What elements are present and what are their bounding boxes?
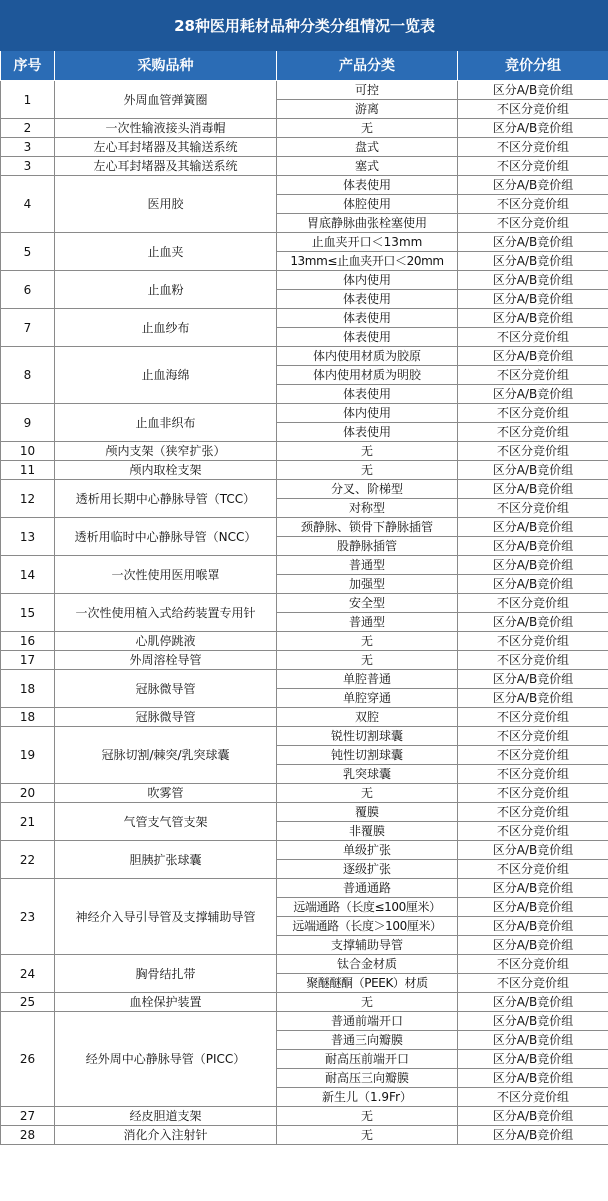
table-row — [1, 1012, 608, 1031]
product-category: 颈静脉、锁骨下静脉插管 — [277, 518, 458, 537]
header-item: 采购品种 — [55, 51, 277, 81]
product-category: 单腔穿通 — [277, 689, 458, 708]
row-number: 27 — [1, 1107, 55, 1126]
bid-group: 区分A/B竞价组 — [458, 233, 608, 252]
product-category: 无 — [277, 651, 458, 670]
row-number: 15 — [1, 594, 55, 632]
product-category: 游离 — [277, 100, 458, 119]
bid-group: 不区分竞价组 — [458, 214, 608, 233]
bid-group: 区分A/B竞价组 — [458, 917, 608, 936]
product-category: 新生儿（1.9Fr） — [277, 1088, 458, 1107]
product-category: 普通前端开口 — [277, 1012, 458, 1031]
product-category: 体表使用 — [277, 385, 458, 404]
item-name: 一次性输液接头消毒帽 — [55, 119, 277, 138]
item-name: 止血非织布 — [55, 404, 277, 442]
product-category: 体表使用 — [277, 309, 458, 328]
item-name: 外周血管弹簧圈 — [55, 81, 277, 119]
item-name: 外周溶栓导管 — [55, 651, 277, 670]
product-category: 无 — [277, 632, 458, 651]
bid-group: 不区分竞价组 — [458, 195, 608, 214]
product-category: 体表使用 — [277, 328, 458, 347]
item-name: 气管支气管支架 — [55, 803, 277, 841]
product-category: 体内使用材质为胶原 — [277, 347, 458, 366]
bid-group: 区分A/B竞价组 — [458, 1012, 608, 1031]
bid-group: 不区分竞价组 — [458, 784, 608, 803]
item-name: 颅内支架（狭窄扩张） — [55, 442, 277, 461]
product-category: 体内使用 — [277, 271, 458, 290]
row-number: 6 — [1, 271, 55, 309]
header-category: 产品分类 — [277, 51, 458, 81]
bid-group: 区分A/B竞价组 — [458, 841, 608, 860]
product-category: 普通型 — [277, 613, 458, 632]
row-number: 22 — [1, 841, 55, 879]
product-category: 止血夹开口＜13mm — [277, 233, 458, 252]
bid-group: 不区分竞价组 — [458, 594, 608, 613]
table-title: 28种医用耗材品种分类分组情况一览表 — [1, 1, 608, 51]
table-row — [1, 632, 608, 651]
bid-group: 不区分竞价组 — [458, 974, 608, 993]
table-row — [1, 1107, 608, 1126]
bid-group: 区分A/B竞价组 — [458, 347, 608, 366]
bid-group: 区分A/B竞价组 — [458, 176, 608, 195]
table-row — [1, 81, 608, 100]
product-category: 13mm≤止血夹开口＜20mm — [277, 252, 458, 271]
table-row — [1, 1126, 608, 1145]
table-row — [1, 803, 608, 822]
row-number: 4 — [1, 176, 55, 233]
item-name: 左心耳封堵器及其输送系统 — [55, 157, 277, 176]
row-number: 19 — [1, 727, 55, 784]
product-category: 远端通路（长度≤100厘米） — [277, 898, 458, 917]
bid-group: 不区分竞价组 — [458, 651, 608, 670]
table-row — [1, 157, 608, 176]
product-category: 逐级扩张 — [277, 860, 458, 879]
bid-group: 区分A/B竞价组 — [458, 309, 608, 328]
bid-group: 区分A/B竞价组 — [458, 556, 608, 575]
bid-group: 不区分竞价组 — [458, 746, 608, 765]
product-category: 无 — [277, 993, 458, 1012]
row-number: 25 — [1, 993, 55, 1012]
product-category: 体表使用 — [277, 176, 458, 195]
product-category: 无 — [277, 461, 458, 480]
bid-group: 区分A/B竞价组 — [458, 537, 608, 556]
product-category: 普通型 — [277, 556, 458, 575]
bid-group: 不区分竞价组 — [458, 955, 608, 974]
item-name: 止血纱布 — [55, 309, 277, 347]
table-row — [1, 556, 608, 575]
table-row — [1, 594, 608, 613]
bid-group: 不区分竞价组 — [458, 708, 608, 727]
row-number: 3 — [1, 138, 55, 157]
bid-group: 不区分竞价组 — [458, 442, 608, 461]
table-row — [1, 233, 608, 252]
product-category: 股静脉插管 — [277, 537, 458, 556]
product-category: 胃底静脉曲张栓塞使用 — [277, 214, 458, 233]
bid-group: 区分A/B竞价组 — [458, 518, 608, 537]
product-category: 单腔普通 — [277, 670, 458, 689]
product-category: 对称型 — [277, 499, 458, 518]
table-row — [1, 708, 608, 727]
header-group: 竞价分组 — [458, 51, 608, 81]
table-row — [1, 670, 608, 689]
table-row — [1, 271, 608, 290]
item-name: 心肌停跳液 — [55, 632, 277, 651]
bid-group: 不区分竞价组 — [458, 499, 608, 518]
item-name: 左心耳封堵器及其输送系统 — [55, 138, 277, 157]
table-row — [1, 119, 608, 138]
product-category: 耐高压前端开口 — [277, 1050, 458, 1069]
product-category: 钝性切割球囊 — [277, 746, 458, 765]
bid-group: 不区分竞价组 — [458, 822, 608, 841]
table-row — [1, 404, 608, 423]
row-number: 7 — [1, 309, 55, 347]
item-name: 止血海绵 — [55, 347, 277, 404]
product-category: 加强型 — [277, 575, 458, 594]
bid-group: 不区分竞价组 — [458, 100, 608, 119]
product-category: 体内使用 — [277, 404, 458, 423]
bid-group: 不区分竞价组 — [458, 157, 608, 176]
row-number: 10 — [1, 442, 55, 461]
bid-group: 区分A/B竞价组 — [458, 119, 608, 138]
product-category: 乳突球囊 — [277, 765, 458, 784]
item-name: 血栓保护装置 — [55, 993, 277, 1012]
table-row — [1, 461, 608, 480]
bid-group: 区分A/B竞价组 — [458, 252, 608, 271]
item-name: 冠脉微导管 — [55, 670, 277, 708]
item-name: 冠脉切割/棘突/乳突球囊 — [55, 727, 277, 784]
product-category: 体内使用材质为明胶 — [277, 366, 458, 385]
item-name: 吹雾管 — [55, 784, 277, 803]
table-row — [1, 841, 608, 860]
row-number: 24 — [1, 955, 55, 993]
item-name: 透析用临时中心静脉导管（NCC） — [55, 518, 277, 556]
bid-group: 区分A/B竞价组 — [458, 1050, 608, 1069]
bid-group: 不区分竞价组 — [458, 727, 608, 746]
bid-group: 区分A/B竞价组 — [458, 385, 608, 404]
table-row — [1, 993, 608, 1012]
row-number: 17 — [1, 651, 55, 670]
bid-group: 不区分竞价组 — [458, 404, 608, 423]
bid-group: 不区分竞价组 — [458, 138, 608, 157]
table-row — [1, 784, 608, 803]
item-name: 止血粉 — [55, 271, 277, 309]
row-number: 11 — [1, 461, 55, 480]
row-number: 8 — [1, 347, 55, 404]
bid-group: 区分A/B竞价组 — [458, 480, 608, 499]
product-category: 体表使用 — [277, 423, 458, 442]
product-category: 分叉、阶梯型 — [277, 480, 458, 499]
bid-group: 区分A/B竞价组 — [458, 271, 608, 290]
product-category: 覆膜 — [277, 803, 458, 822]
row-number: 2 — [1, 119, 55, 138]
item-name: 消化介入注射针 — [55, 1126, 277, 1145]
bid-group: 区分A/B竞价组 — [458, 1107, 608, 1126]
table-row — [1, 347, 608, 366]
product-category: 聚醚醚酮（PEEK）材质 — [277, 974, 458, 993]
item-name: 冠脉微导管 — [55, 708, 277, 727]
item-name: 一次性使用医用喉罩 — [55, 556, 277, 594]
bid-group: 不区分竞价组 — [458, 632, 608, 651]
header-row — [1, 51, 608, 81]
bid-group: 区分A/B竞价组 — [458, 1126, 608, 1145]
bid-group: 区分A/B竞价组 — [458, 1069, 608, 1088]
row-number: 20 — [1, 784, 55, 803]
row-number: 18 — [1, 708, 55, 727]
product-category: 体表使用 — [277, 290, 458, 309]
product-category: 耐高压三向瓣膜 — [277, 1069, 458, 1088]
product-category: 无 — [277, 119, 458, 138]
bid-group: 区分A/B竞价组 — [458, 613, 608, 632]
row-number: 12 — [1, 480, 55, 518]
product-category: 无 — [277, 1126, 458, 1145]
item-name: 透析用长期中心静脉导管（TCC） — [55, 480, 277, 518]
table-row — [1, 879, 608, 898]
table-row — [1, 309, 608, 328]
item-name: 颅内取栓支架 — [55, 461, 277, 480]
item-name: 经皮胆道支架 — [55, 1107, 277, 1126]
title-row — [1, 1, 608, 51]
table-row — [1, 176, 608, 195]
item-name: 经外周中心静脉导管（PICC） — [55, 1012, 277, 1107]
product-category: 远端通路（长度＞100厘米） — [277, 917, 458, 936]
row-number: 21 — [1, 803, 55, 841]
product-category: 可控 — [277, 81, 458, 100]
table-body — [1, 1, 608, 1145]
bid-group: 不区分竞价组 — [458, 860, 608, 879]
product-category: 塞式 — [277, 157, 458, 176]
table-row — [1, 480, 608, 499]
table-row — [1, 138, 608, 157]
item-name: 一次性使用植入式给药装置专用针 — [55, 594, 277, 632]
table-row — [1, 955, 608, 974]
row-number: 5 — [1, 233, 55, 271]
bid-group: 区分A/B竞价组 — [458, 689, 608, 708]
product-category: 无 — [277, 442, 458, 461]
bid-group: 区分A/B竞价组 — [458, 670, 608, 689]
product-category: 无 — [277, 1107, 458, 1126]
row-number: 23 — [1, 879, 55, 955]
bid-group: 不区分竞价组 — [458, 765, 608, 784]
table-row — [1, 651, 608, 670]
row-number: 13 — [1, 518, 55, 556]
table-row — [1, 518, 608, 537]
row-number: 16 — [1, 632, 55, 651]
row-number: 9 — [1, 404, 55, 442]
table-row — [1, 442, 608, 461]
product-category: 安全型 — [277, 594, 458, 613]
item-name: 胆胰扩张球囊 — [55, 841, 277, 879]
row-number: 26 — [1, 1012, 55, 1107]
item-name: 止血夹 — [55, 233, 277, 271]
table-row — [1, 727, 608, 746]
bid-group: 不区分竞价组 — [458, 423, 608, 442]
bid-group: 不区分竞价组 — [458, 366, 608, 385]
bid-group: 区分A/B竞价组 — [458, 1031, 608, 1050]
bid-group: 不区分竞价组 — [458, 1088, 608, 1107]
product-category: 钛合金材质 — [277, 955, 458, 974]
bid-group: 区分A/B竞价组 — [458, 898, 608, 917]
bid-group: 区分A/B竞价组 — [458, 936, 608, 955]
row-number: 18 — [1, 670, 55, 708]
product-category: 单级扩张 — [277, 841, 458, 860]
item-name: 神经介入导引导管及支撑辅助导管 — [55, 879, 277, 955]
product-category: 无 — [277, 784, 458, 803]
item-name: 医用胶 — [55, 176, 277, 233]
bid-group: 区分A/B竞价组 — [458, 81, 608, 100]
bid-group: 区分A/B竞价组 — [458, 575, 608, 594]
bid-group: 不区分竞价组 — [458, 328, 608, 347]
row-number: 28 — [1, 1126, 55, 1145]
product-category: 普通三向瓣膜 — [277, 1031, 458, 1050]
product-category: 普通通路 — [277, 879, 458, 898]
bid-group: 区分A/B竞价组 — [458, 879, 608, 898]
header-no: 序号 — [1, 51, 55, 81]
product-category: 支撑辅助导管 — [277, 936, 458, 955]
product-category: 锐性切割球囊 — [277, 727, 458, 746]
product-category: 体腔使用 — [277, 195, 458, 214]
row-number: 14 — [1, 556, 55, 594]
item-name: 胸骨结扎带 — [55, 955, 277, 993]
bid-group: 区分A/B竞价组 — [458, 993, 608, 1012]
row-number: 1 — [1, 81, 55, 119]
product-category: 非覆膜 — [277, 822, 458, 841]
bid-group: 不区分竞价组 — [458, 803, 608, 822]
product-category: 双腔 — [277, 708, 458, 727]
bid-group: 区分A/B竞价组 — [458, 461, 608, 480]
product-category: 盘式 — [277, 138, 458, 157]
bid-group: 区分A/B竞价组 — [458, 290, 608, 309]
row-number: 3 — [1, 157, 55, 176]
